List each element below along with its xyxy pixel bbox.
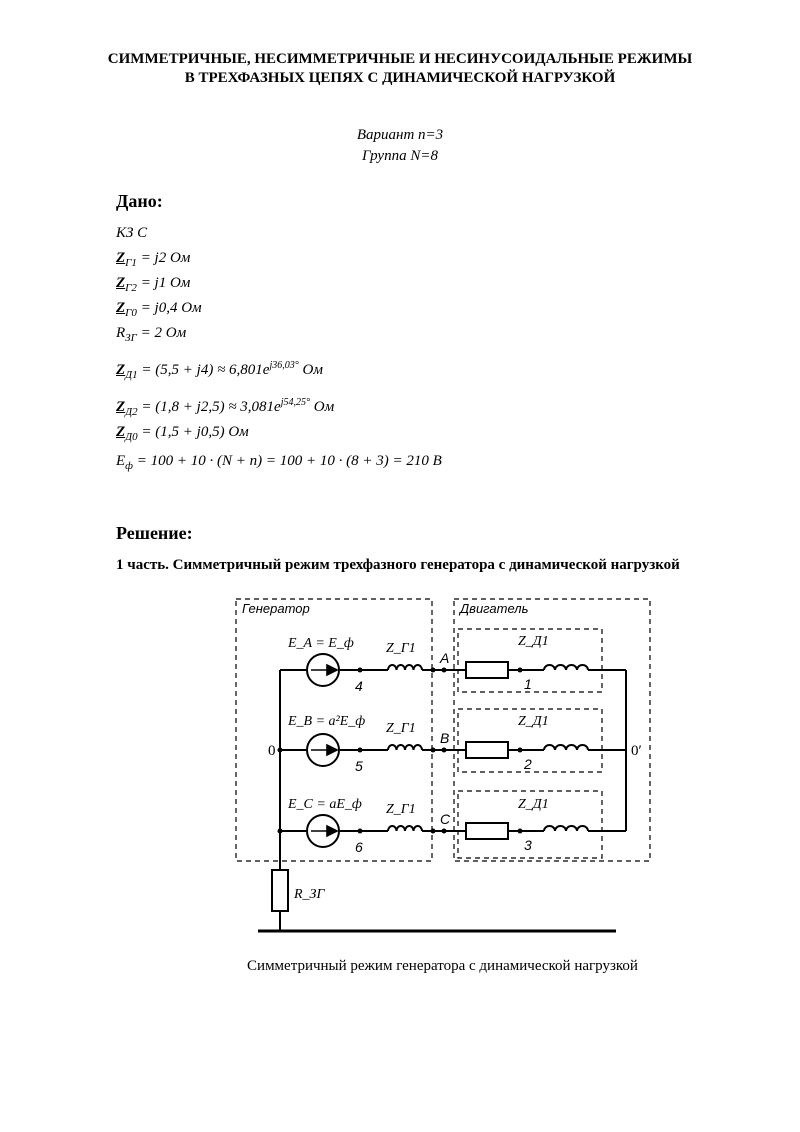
figure-caption: Симметричный режим генератора с динамической нагрузкой [247,958,638,974]
inductor-b-icon [388,745,422,750]
neutral-load-label: 0′ [631,743,642,759]
arrow-a-icon [327,665,337,675]
zg2-sub: Г2 [125,282,137,294]
motor-box [454,599,650,861]
arrow-c-icon [327,826,337,836]
zg2-symbol: Z [116,275,126,291]
zd0-expr: = (1,5 + j0,5) Ом [137,424,249,440]
given-heading: Дано: [116,191,163,211]
ef-symbol: E [116,453,126,469]
zg1-sub: Г1 [125,257,137,269]
zg-label-c: Z_Г1 [386,802,416,817]
num-5: 5 [355,758,363,774]
neutral-label: 0 [268,743,276,759]
num-2: 2 [524,756,532,772]
rzg-symbol: R [116,325,126,341]
group-line: Группа N=8 [362,148,438,164]
zd1-symbol: Z [116,362,126,378]
ea-label: E_A = E_ф [288,636,354,651]
variant-line: Вариант n=3 [356,127,444,143]
zd1-sub: Д1 [125,369,138,381]
num-6: 6 [355,839,363,855]
zg0-symbol: Z [116,300,126,316]
zg0-sub: Г0 [125,307,137,319]
part1-heading: 1 часть. Симметричный режим трехфазного генератора с динамической нагрузкой [116,557,680,573]
zg1-expr: = j2 Ом [136,250,191,266]
zd2-unit: Ом [310,399,335,415]
zd1-exp: j36,03° [269,360,299,371]
zg-label-a: Z_Г1 [386,641,416,656]
ef-sub: ф [125,460,133,472]
zg0-expr: = j0,4 Ом [136,300,202,316]
title-line-1: СИММЕТРИЧНЫЕ, НЕСИММЕТРИЧНЫЕ И НЕСИНУСОИДАЛЬНЫЕ РЕЖИМЫ [107,51,693,67]
zd2-exp: j54,25° [280,397,310,408]
node-b-label: B [440,730,450,746]
zd2-sub: Д2 [125,406,138,418]
generator-label: Генератор [242,601,310,616]
fault-type: КЗ С [116,225,148,241]
ec-label: E_C = aE_ф [288,797,362,812]
node-a-label: A [440,650,450,666]
ef-expr: = 100 + 10 · (N + n) = 100 + 10 · (8 + 3) = 210 В [132,453,442,469]
num-3: 3 [524,837,532,853]
rzg-expr: = 2 Ом [136,325,187,341]
arrow-b-icon [327,745,337,755]
load-inductor-a-icon [544,665,588,670]
zd2-symbol: Z [116,399,126,415]
inductor-c-icon [388,826,422,831]
zd0-sub: Д0 [125,431,138,443]
eb-label: E_B = a²E_ф [288,714,366,729]
zg2-expr: = j1 Ом [136,275,191,291]
motor-label: Двигатель [460,601,529,616]
ground-resistor-icon [272,870,288,911]
load-inductor-b-icon [544,745,588,750]
rzg-label: R_ЗГ [294,887,325,902]
solution-heading: Решение: [116,523,193,543]
rzg-sub: ЗГ [125,332,137,344]
zd0-symbol: Z [116,424,126,440]
zd-label-a: Z_Д1 [518,634,549,649]
zg-label-b: Z_Г1 [386,721,416,736]
inductor-a-icon [388,665,422,670]
title-line-2: В ТРЕХФАЗНЫХ ЦЕПЯХ С ДИНАМИЧЕСКОЙ НАГРУЗКОЙ [184,70,616,86]
load-inductor-c-icon [544,826,588,831]
resistor-b-icon [466,742,508,758]
num-4: 4 [355,678,363,694]
zd1-unit: Ом [298,362,323,378]
zd-label-b: Z_Д1 [518,714,549,729]
zd1-expr: = (5,5 + j4) ≈ 6,801e [137,362,270,378]
zd2-expr: = (1,8 + j2,5) ≈ 3,081e [137,399,281,415]
zg1-symbol: Z [116,250,126,266]
node-c-label: C [440,811,451,827]
num-1: 1 [524,676,532,692]
resistor-a-icon [466,662,508,678]
resistor-c-icon [466,823,508,839]
zd-label-c: Z_Д1 [518,797,549,812]
